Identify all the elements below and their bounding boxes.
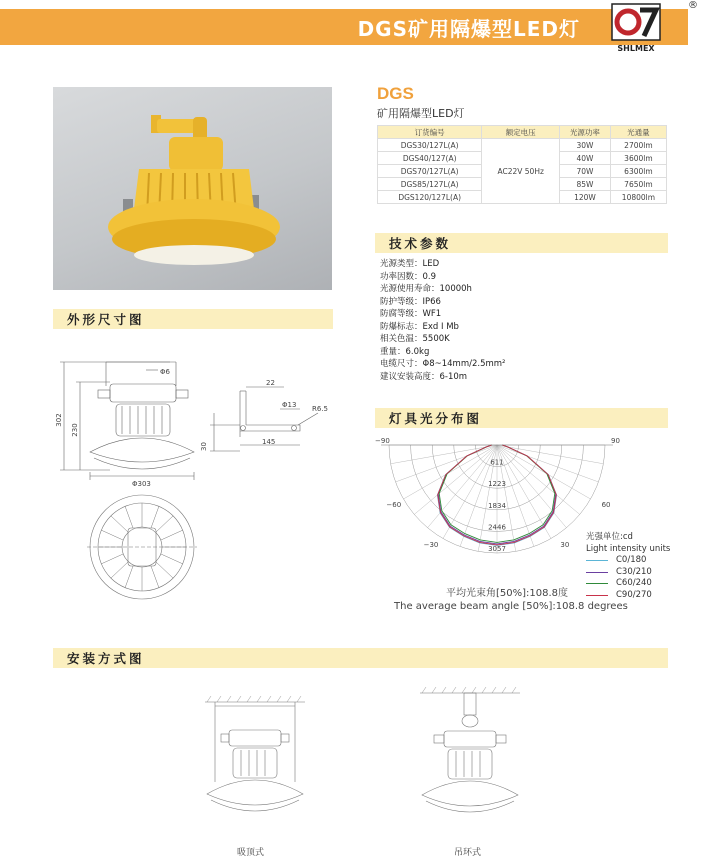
polar-spoke	[428, 445, 497, 528]
registered-mark: ®	[688, 0, 698, 11]
dim-height-body: 230	[71, 423, 79, 437]
dim-bracket-145: 145	[262, 438, 276, 446]
beam-angle-cn: 平均光束角[50%]:108.8度	[446, 588, 569, 599]
column-header: 光源功率	[560, 126, 611, 139]
polar-radial-label: 3057	[488, 545, 506, 553]
beam-angle-text	[394, 587, 628, 613]
section-tech-params	[375, 233, 668, 253]
luminous-flux: 10800lm	[610, 191, 666, 204]
dim-phi-small: Φ6	[160, 368, 170, 376]
param-item: 防爆标志：Exd I Mb	[380, 321, 459, 332]
legend-swatch	[586, 583, 608, 584]
polar-angle-label: −60	[386, 501, 402, 509]
order-code: DGS120/127L(A)	[378, 191, 482, 204]
spec-table	[377, 125, 667, 204]
install-ring-label: 吊环式	[454, 848, 482, 858]
unit-label-cn: 光强单位:cd	[586, 532, 633, 542]
legend-label: C60/240	[616, 578, 652, 588]
legend-item	[586, 555, 670, 567]
section-installation	[53, 648, 668, 668]
dim-diameter: Φ303	[132, 480, 151, 488]
polar-spoke	[497, 445, 566, 528]
legend-swatch	[586, 572, 608, 573]
outline-top-view	[85, 492, 200, 602]
power: 85W	[560, 178, 611, 191]
polar-angle-label: −30	[423, 540, 439, 549]
legend-item	[586, 567, 670, 579]
beam-angle-en: The average beam angle [50%]:108.8 degrees	[394, 601, 628, 612]
lamp-photo-icon	[53, 87, 332, 290]
section-light-distribution	[375, 408, 668, 428]
page-title: DGS矿用隔爆型LED灯	[357, 16, 580, 41]
section-title: 外形尺寸图	[67, 312, 145, 327]
polar-radial-label: 1834	[488, 501, 506, 510]
luminous-flux: 7650lm	[610, 178, 666, 191]
title-banner	[0, 9, 688, 45]
dim-height-total: 302	[55, 413, 63, 427]
power: 40W	[560, 152, 611, 165]
param-item: 电缆尺寸：Φ8~14mm/2.5mm²	[380, 359, 506, 369]
column-header: 订货编号	[378, 126, 482, 139]
polar-radial-label: 2446	[488, 523, 506, 532]
luminous-flux: 2700lm	[610, 139, 666, 152]
polar-angle-label: 90	[611, 437, 620, 445]
polar-spoke	[497, 445, 580, 514]
column-header: 额定电压	[482, 126, 560, 139]
section-title: 技术参数	[389, 236, 452, 251]
outline-side-view	[50, 340, 220, 490]
unit-label-en: Light intensity units	[586, 543, 671, 554]
column-header: 光通量	[610, 126, 666, 139]
param-item: 相关色温：5500K	[380, 334, 450, 344]
section-title: 安装方式图	[67, 651, 145, 666]
legend-label: C30/210	[616, 566, 652, 577]
param-item: 建议安装高度：6-10m	[380, 371, 468, 382]
product-photo	[53, 87, 332, 290]
page-header	[0, 0, 720, 56]
param-item: 防腐等级：WF1	[380, 309, 442, 319]
polar-radial-label: 611	[490, 458, 504, 467]
brand-name: SHLMEX	[617, 44, 655, 53]
section-title: 灯具光分布图	[389, 411, 483, 426]
luminous-flux: 3600lm	[610, 152, 666, 165]
order-code: DGS30/127L(A)	[378, 139, 482, 152]
table-header-row	[378, 126, 667, 139]
dim-bracket-radius: R6.5	[312, 405, 328, 413]
power: 30W	[560, 139, 611, 152]
product-model: DGS	[377, 84, 414, 103]
table-row	[378, 139, 667, 152]
install-ceiling-drawing	[195, 690, 315, 830]
dim-bracket-30: 30	[200, 442, 208, 451]
legend-swatch	[586, 560, 608, 561]
section-outline-dimensions	[53, 309, 333, 329]
legend-label: C0/180	[616, 555, 647, 565]
order-code: DGS70/127L(A)	[378, 165, 482, 178]
power: 70W	[560, 165, 611, 178]
tech-params-list	[380, 258, 505, 383]
param-item: 防护等级：IP66	[380, 296, 441, 307]
polar-radial-label: 1223	[488, 480, 506, 489]
polar-angle-label: −90	[375, 437, 390, 445]
install-ceiling-label: 吸顶式	[237, 848, 265, 858]
param-item: 光源使用寿命：10000h	[380, 284, 472, 294]
brand-logo-icon	[606, 2, 666, 54]
rated-voltage: AC22V 50Hz	[482, 139, 560, 204]
param-item: 光源类型：LED	[380, 259, 440, 269]
bracket-detail	[200, 375, 335, 460]
polar-angle-label: 60	[601, 501, 611, 509]
order-code: DGS40/127(A)	[378, 152, 482, 165]
power: 120W	[560, 191, 611, 204]
install-ring-drawing	[410, 685, 530, 830]
order-code: DGS85/127L(A)	[378, 178, 482, 191]
product-name: 矿用隔爆型LED灯	[377, 107, 465, 120]
polar-light-distribution	[375, 433, 620, 565]
legend-label: C90/270	[616, 589, 652, 600]
polar-angle-label: 30	[560, 540, 570, 549]
polar-spoke	[414, 445, 497, 514]
luminous-flux: 6300lm	[610, 165, 666, 178]
param-item: 重量：6.0kg	[380, 346, 430, 357]
dim-bracket-22: 22	[266, 379, 275, 387]
param-item: 功率因数：0.9	[380, 271, 437, 282]
dim-bracket-phi13: Φ13	[282, 401, 297, 409]
